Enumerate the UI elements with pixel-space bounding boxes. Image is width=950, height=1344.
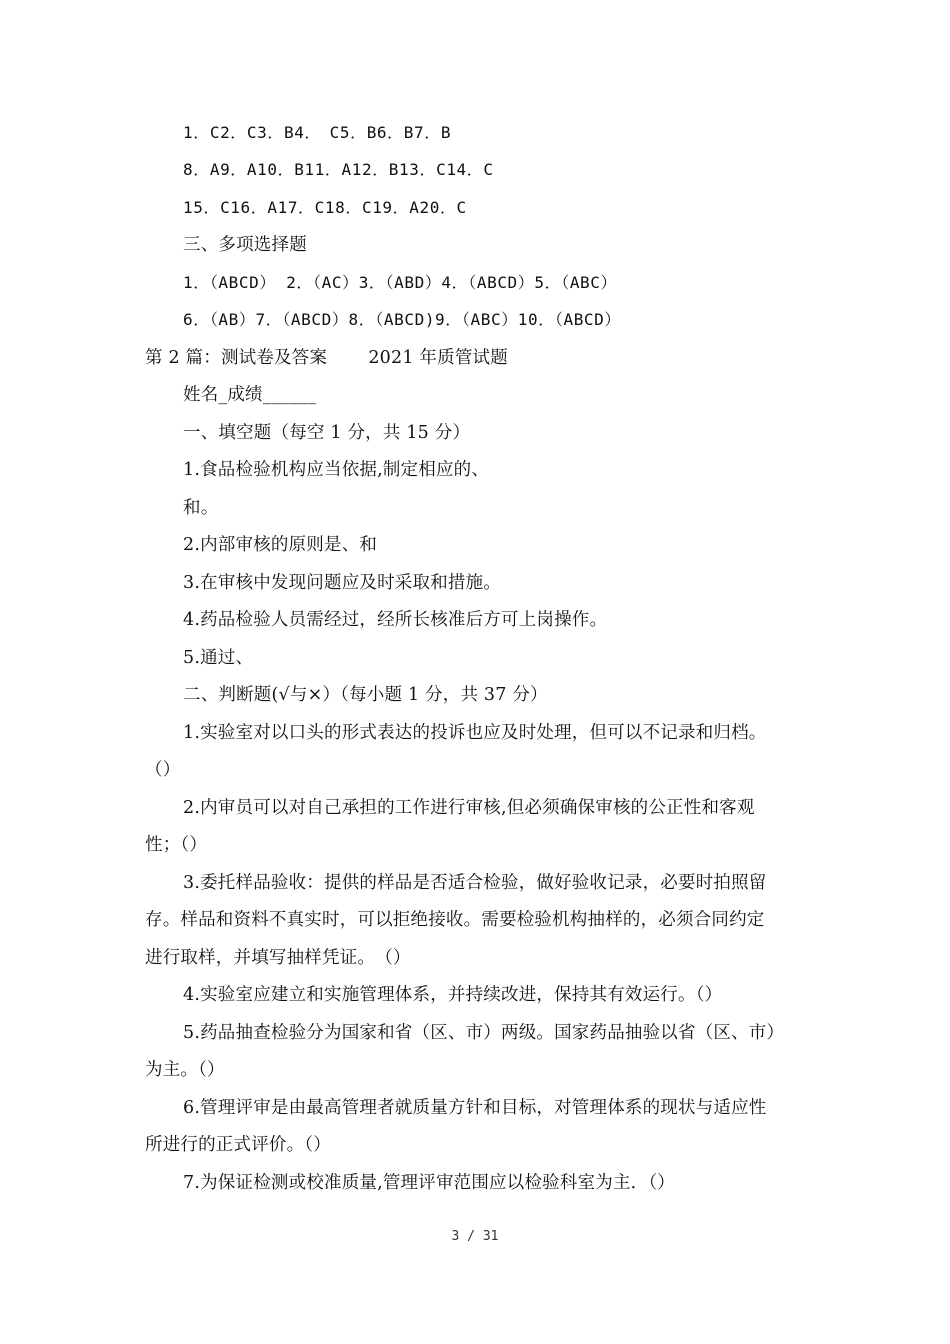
fill-question-1-line-1: 1.食品检验机构应当依据,制定相应的、: [183, 460, 490, 480]
judge-question-1-line-2: （）: [145, 760, 181, 780]
judge-question-5-line-1: 5.药品抽查检验分为国家和省（区、市）两级。国家药品抽验以省（区、市）: [183, 1023, 785, 1043]
fill-question-4: 4.药品检验人员需经过，经所长核准后方可上岗操作。: [183, 610, 608, 630]
section-title-multiple-choice: 三、多项选择题: [183, 235, 307, 255]
judge-question-6-line-1: 6.管理评审是由最高管理者就质量方针和目标，对管理体系的现状与适应性: [183, 1098, 767, 1118]
page-number: 3 / 31: [451, 1229, 499, 1244]
answer-line-1: 1．C2．C3．B4． C5．B6．B7．B: [183, 123, 452, 142]
section-title-fill-blank: 一、填空题（每空 1 分，共 15 分）: [183, 423, 471, 443]
judge-question-3-line-2: 存。样品和资料不真实时，可以拒绝接收。需要检验机构抽样的，必须合同约定: [145, 910, 765, 930]
answer-line-5: 6．（AB）7．（ABCD）8．（ABCD)9．（ABC）10．（ABCD）: [183, 310, 621, 329]
fill-question-1-line-2: 和。: [183, 498, 219, 518]
judge-question-5-line-2: 为主。（）: [145, 1060, 225, 1080]
answer-line-4: 1．（ABCD） 2．（AC）3．（ABD）4．（ABCD）5．（ABC）: [183, 273, 618, 292]
judge-question-3-line-1: 3.委托样品验收：提供的样品是否适合检验，做好验收记录，必要时拍照留: [183, 873, 767, 893]
judge-question-3-line-3: 进行取样，并填写抽样凭证。 （）: [145, 948, 411, 968]
judge-question-4: 4.实验室应建立和实施管理体系，并持续改进，保持其有效运行。（）: [183, 985, 723, 1005]
judge-question-2-line-1: 2.内审员可以对自己承担的工作进行审核,但必须确保审核的公正性和客观: [183, 798, 755, 818]
answer-line-2: 8．A9．A10．B11．A12．B13．C14．C: [183, 160, 494, 179]
answer-line-3: 15．C16．A17．C18．C19．A20．C: [183, 198, 467, 217]
judge-question-1-line-1: 1.实验室对以口头的形式表达的投诉也应及时处理，但可以不记录和归档。: [183, 723, 767, 743]
judge-question-6-line-2: 所进行的正式评价。（）: [145, 1135, 331, 1155]
judge-question-2-line-2: 性；（）: [145, 835, 208, 855]
fill-question-5: 5.通过、: [183, 648, 254, 668]
fill-question-3: 3.在审核中发现问题应及时采取和措施。: [183, 573, 501, 593]
name-score-line: 姓名_成绩______: [183, 385, 317, 405]
part-title: 第 2 篇：测试卷及答案 2021 年质管试题: [145, 348, 508, 368]
fill-question-2: 2.内部审核的原则是、和: [183, 535, 378, 555]
section-title-true-false: 二、判断题(√与×）（每小题 1 分，共 37 分）: [183, 685, 548, 705]
judge-question-7: 7.为保证检测或校准质量,管理评审范围应以检验科室为主．（）: [183, 1173, 676, 1193]
